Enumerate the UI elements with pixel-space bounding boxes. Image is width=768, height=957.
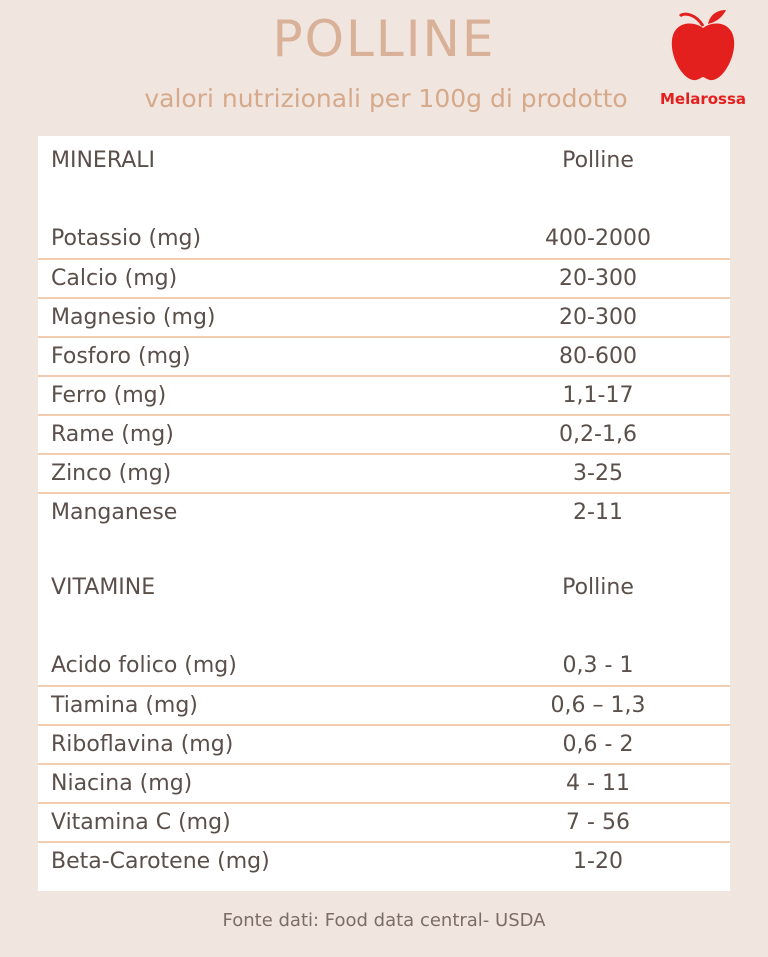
minerals-column-header: Polline (562, 148, 634, 173)
table-row (38, 453, 730, 493)
table-row (38, 647, 730, 685)
row-label: Ferro (mg) (51, 383, 167, 408)
row-label: Acido folico (mg) (51, 653, 237, 678)
brand-name: Melarossa (659, 90, 747, 108)
row-label: Potassio (mg) (51, 226, 202, 251)
row-label: Rame (mg) (51, 422, 174, 447)
table-row (38, 258, 730, 298)
vitamins-column-header: Polline (562, 575, 634, 600)
row-label: Beta-Carotene (mg) (51, 849, 270, 874)
vitamins-heading: VITAMINE (51, 575, 156, 600)
table-row (38, 841, 730, 881)
vitamins-header-row (38, 569, 730, 607)
row-value: 400-2000 (545, 226, 651, 251)
row-label: Magnesio (mg) (51, 305, 216, 330)
row-label: Vitamina C (mg) (51, 810, 231, 835)
nutrition-table (38, 136, 730, 891)
row-value: 0,3 - 1 (562, 653, 634, 678)
row-label: Zinco (mg) (51, 461, 172, 486)
table-row (38, 685, 730, 725)
page-title: POLLINE (272, 10, 496, 68)
row-value: 0,2-1,6 (559, 422, 637, 447)
row-label: Fosforo (mg) (51, 344, 191, 369)
table-row (38, 336, 730, 376)
minerals-header-row (38, 142, 730, 180)
row-value: 0,6 - 2 (562, 732, 634, 757)
table-row (38, 724, 730, 764)
row-value: 1-20 (573, 849, 623, 874)
apple-icon (656, 6, 750, 90)
row-value: 7 - 56 (566, 810, 630, 835)
table-row (38, 802, 730, 842)
row-value: 4 - 11 (566, 771, 630, 796)
row-value: 80-600 (559, 344, 637, 369)
table-row (38, 763, 730, 803)
table-row (38, 375, 730, 415)
row-label: Riboflavina (mg) (51, 732, 234, 757)
row-label: Niacina (mg) (51, 771, 193, 796)
minerals-heading: MINERALI (51, 148, 156, 173)
table-row (38, 297, 730, 337)
brand-logo (656, 6, 750, 110)
source-footer: Fonte dati: Food data central- USDA (222, 910, 546, 931)
page-subtitle: valori nutrizionali per 100g di prodotto (144, 84, 628, 113)
row-value: 3-25 (573, 461, 623, 486)
row-value: 1,1-17 (562, 383, 634, 408)
table-row (38, 414, 730, 454)
table-row (38, 492, 730, 532)
row-label: Tiamina (mg) (51, 693, 198, 718)
row-label: Calcio (mg) (51, 266, 178, 291)
row-value: 2-11 (573, 500, 623, 525)
row-value: 20-300 (559, 305, 637, 330)
table-row (38, 220, 730, 258)
row-label: Manganese (51, 500, 178, 525)
row-value: 0,6 – 1,3 (550, 693, 646, 718)
row-value: 20-300 (559, 266, 637, 291)
